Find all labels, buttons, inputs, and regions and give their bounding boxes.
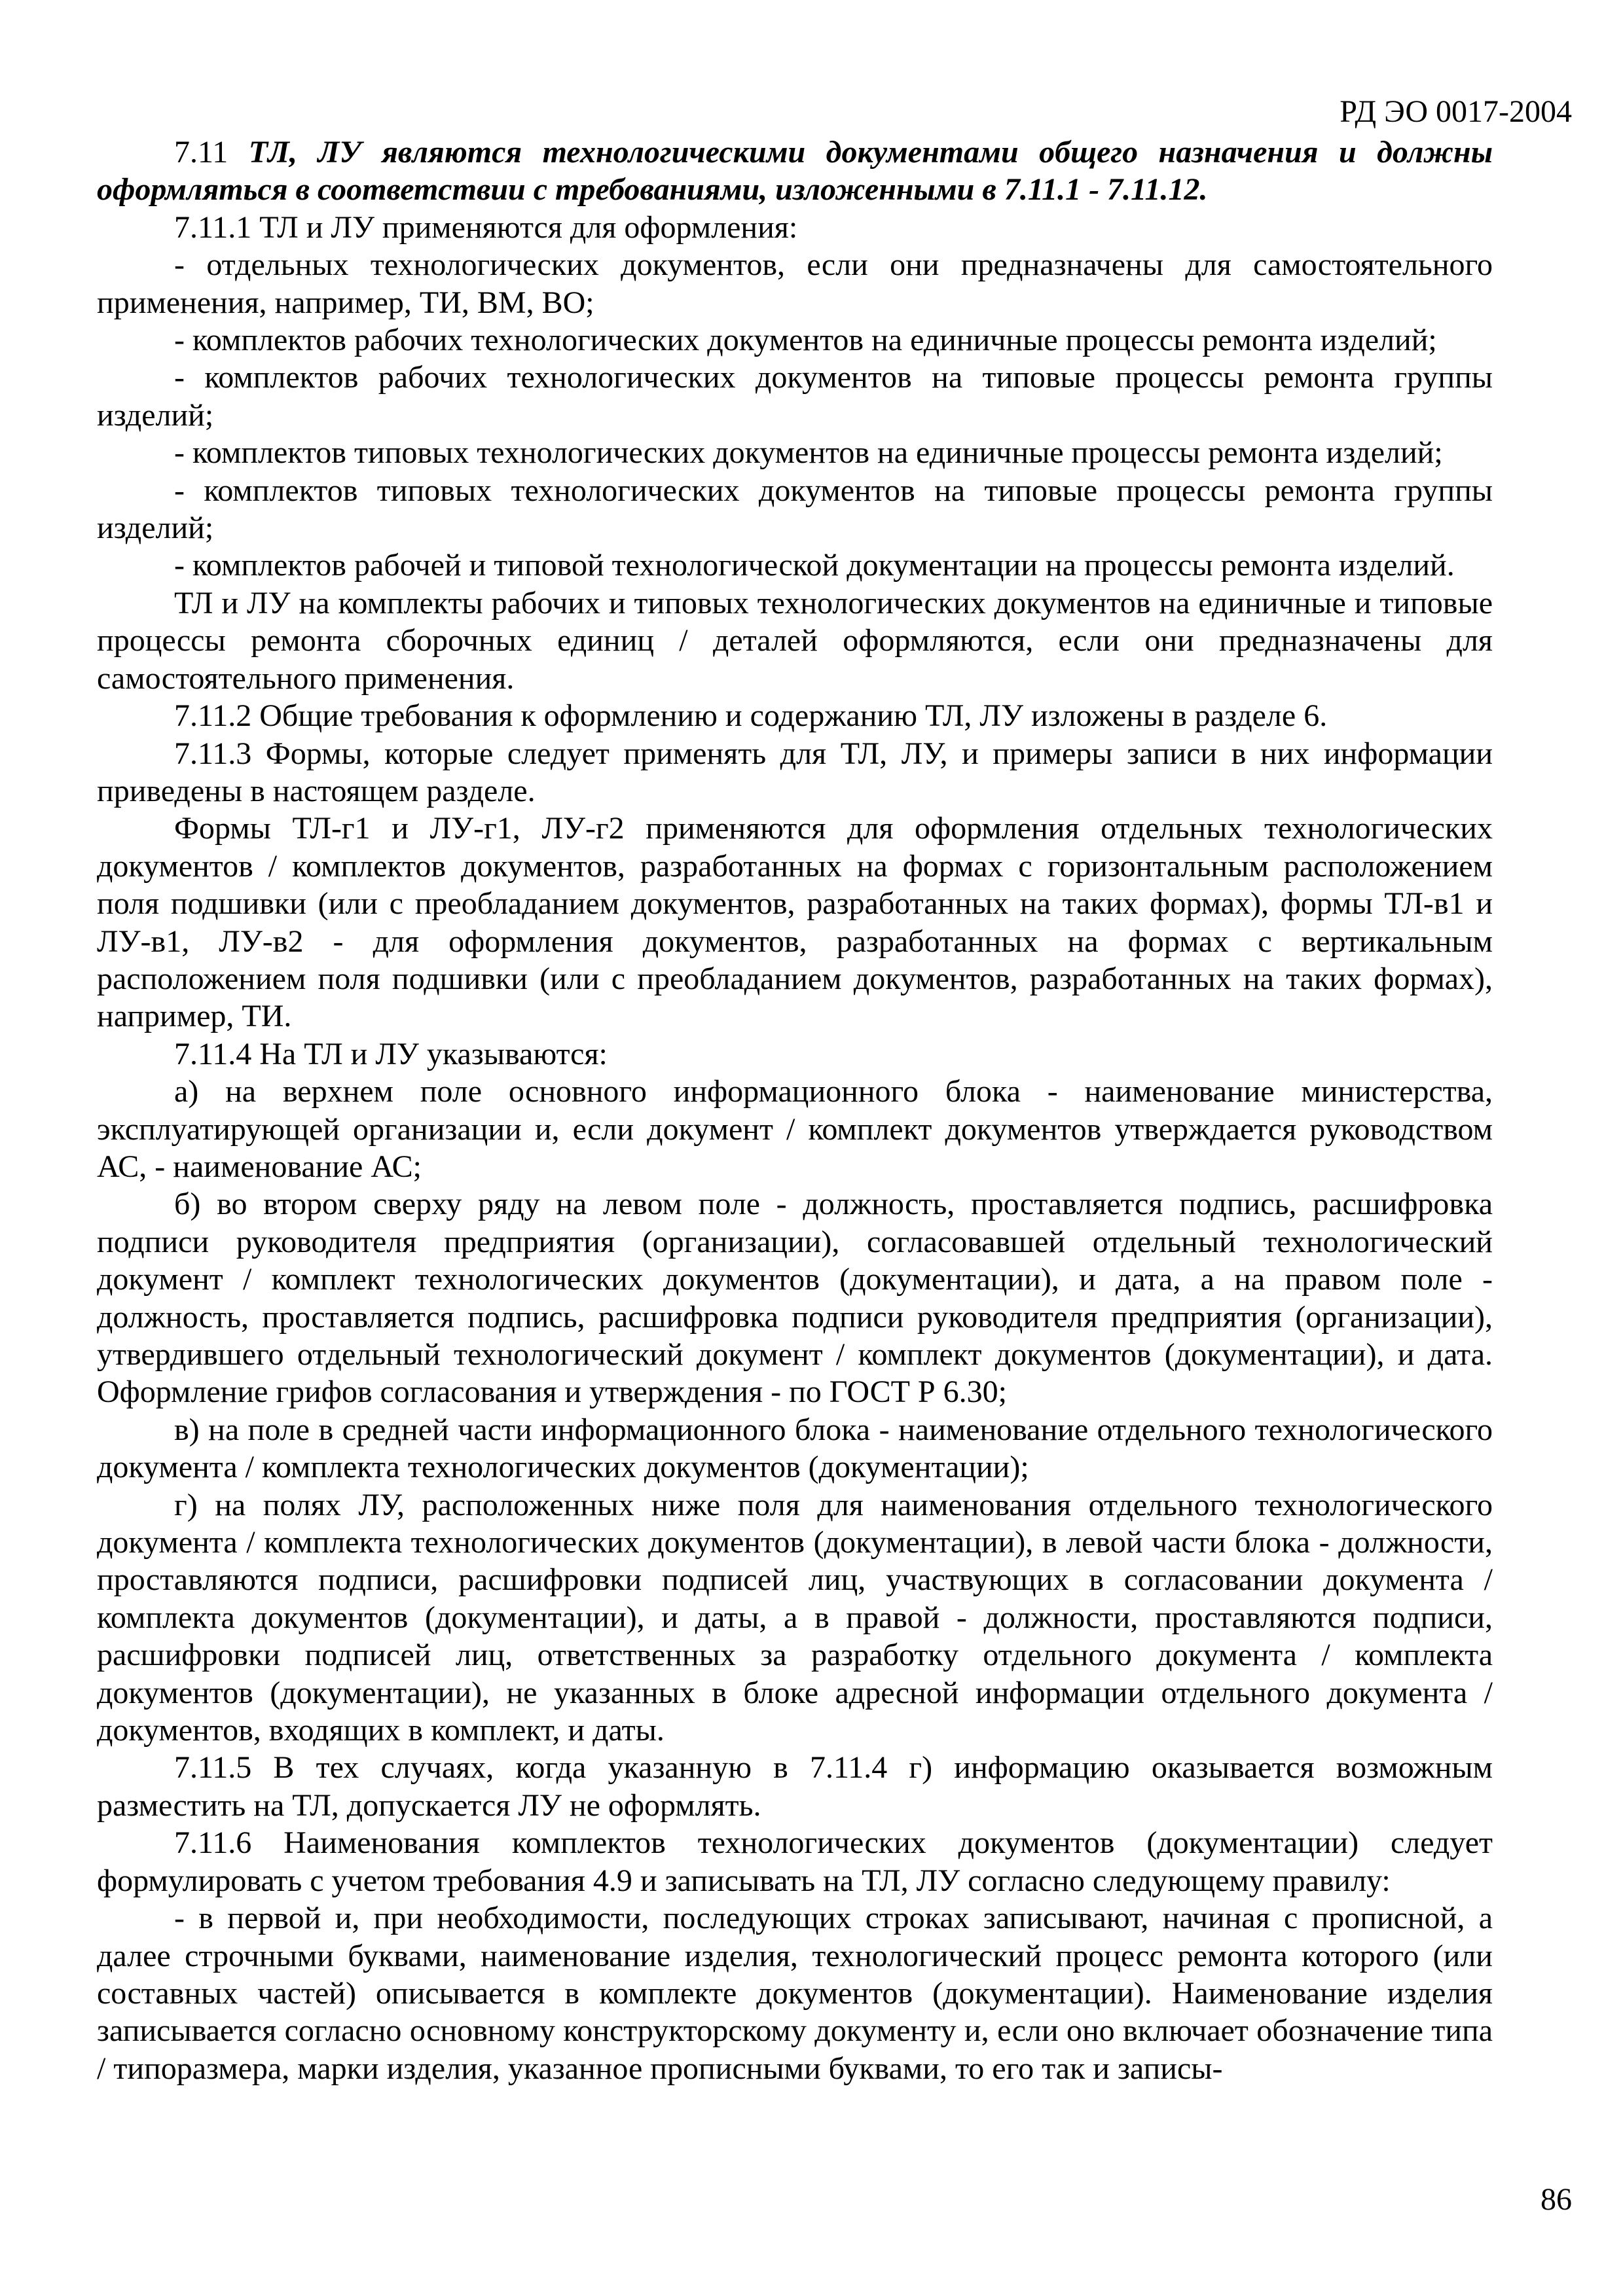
list-item: - комплектов рабочей и типовой технологической документации на процессы ремонта изделий. [174,548,1455,583]
document-body [97,134,1493,2087]
paragraph: ТЛ и ЛУ на комплекты рабочих и типовых технологических документов на единичные и типовые процессы ремонта сборочных единиц / деталей оформляются, если они предназначены для самостоятельного применения. [97,585,1493,696]
section-heading-text: ТЛ, ЛУ являются технологическими документами общего назначения и должны оформляться в соответствии с требованиями, изложенными в 7.11.1 - 7.11.12. [97,135,1493,207]
list-item: б) во втором сверху ряду на левом поле - должность, проставляется подпись, расшифровка подписи руководителя предприятия (организации), согласовавшей отдельный технологический документ / комплект технологических документов (документации), и дата, а на правом поле - должность, проставляется подпись, расшифровка подписи руководителя предприятия (организации), утвердившего отдельный технологический документ / комплект документов (документации), и дата. Оформление грифов согласования и утверждения - по ГОСТ Р 6.30; [97,1187,1493,1410]
paragraph-7-11-1: 7.11.1 ТЛ и ЛУ применяются для оформления: [174,209,798,245]
list-item: г) на полях ЛУ, расположенных ниже поля для наименования отдельного технологического документа / комплекта технологических документов (документации), в левой части блока - должности, проставляются подписи, расшифровки подписей лиц, участвующих в согласовании документа / комплекта документов (документации), и даты, а в правой - должности, проставляются подписи, расшифровки подписей лиц, ответственных за разработку отдельного документа / комплекта документов (документации), не указанных в блоке адресной информации отдельного документа / документов, входящих в комплект, и даты. [97,1487,1493,1748]
list-item: а) на верхнем поле основного информационного блока - наименование министерства, эксплуатирующей организации и, если документ / комплект документов утверждается руководством АС, - наименование АС; [97,1074,1493,1184]
list-item: - в первой и, при необходимости, последующих строках записывают, начиная с прописной, а далее строчными буквами, наименование изделия, технологический процесс ремонта которого (или составных частей) описывается в комплекте документов (документации). Наименование изделия записывается согласно основному конструкторскому документу и, если оно включает обозначение типа / типоразмера, марки изделия, указанное прописными буквами, то его так и записы- [97,1901,1493,2086]
list-item: - комплектов типовых технологических документов на единичные процессы ремонта изделий; [174,435,1443,471]
paragraph: Формы ТЛ-г1 и ЛУ-г1, ЛУ-г2 применяются для оформления отдельных технологических документов / комплектов документов, разработанных на формах с горизонтальным расположением поля подшивки (или с преобладанием документов, разработанных на таких формах), формы ТЛ-в1 и ЛУ-в1, ЛУ-в2 - для оформления документов, разработанных на формах с вертикальным расположением поля подшивки (или с преобладанием документов, разработанных на таких формах), например, ТИ. [97,811,1493,1034]
paragraph-7-11-4: 7.11.4 На ТЛ и ЛУ указываются: [174,1036,608,1071]
list-item: - отдельных технологических документов, если они предназначены для самостоятельного применения, например, ТИ, ВМ, ВО; [97,247,1493,320]
section-number: 7.11 [174,135,228,170]
paragraph-7-11-5: 7.11.5 В тех случаях, когда указанную в 7.11.4 г) информацию оказывается возможным разместить на ТЛ, допускается ЛУ не оформлять. [97,1750,1493,1823]
paragraph-7-11-6: 7.11.6 Наименования комплектов технологических документов (документации) следует формулировать с учетом требования 4.9 и записывать на ТЛ, ЛУ согласно следующему правилу: [97,1825,1493,1898]
paragraph-7-11-2: 7.11.2 Общие требования к оформлению и содержанию ТЛ, ЛУ изложены в разделе 6. [174,698,1328,734]
list-item: в) на поле в средней части информационного блока - наименование отдельного технологического документа / комплекта технологических документов (документации); [97,1412,1493,1485]
list-item: - комплектов типовых технологических документов на типовые процессы ремонта группы изделий; [97,473,1493,546]
paragraph-7-11-3: 7.11.3 Формы, которые следует применять для ТЛ, ЛУ, и примеры записи в них информации приведены в настоящем разделе. [97,736,1493,808]
list-item: - комплектов рабочих технологических документов на единичные процессы ремонта изделий; [174,323,1437,358]
list-item: - комплектов рабочих технологических документов на типовые процессы ремонта группы изделий; [97,360,1493,433]
document-code-header: РД ЭО 0017-2004 [1340,94,1572,129]
page-number: 86 [1541,2182,1572,2217]
section-heading [97,134,1493,209]
